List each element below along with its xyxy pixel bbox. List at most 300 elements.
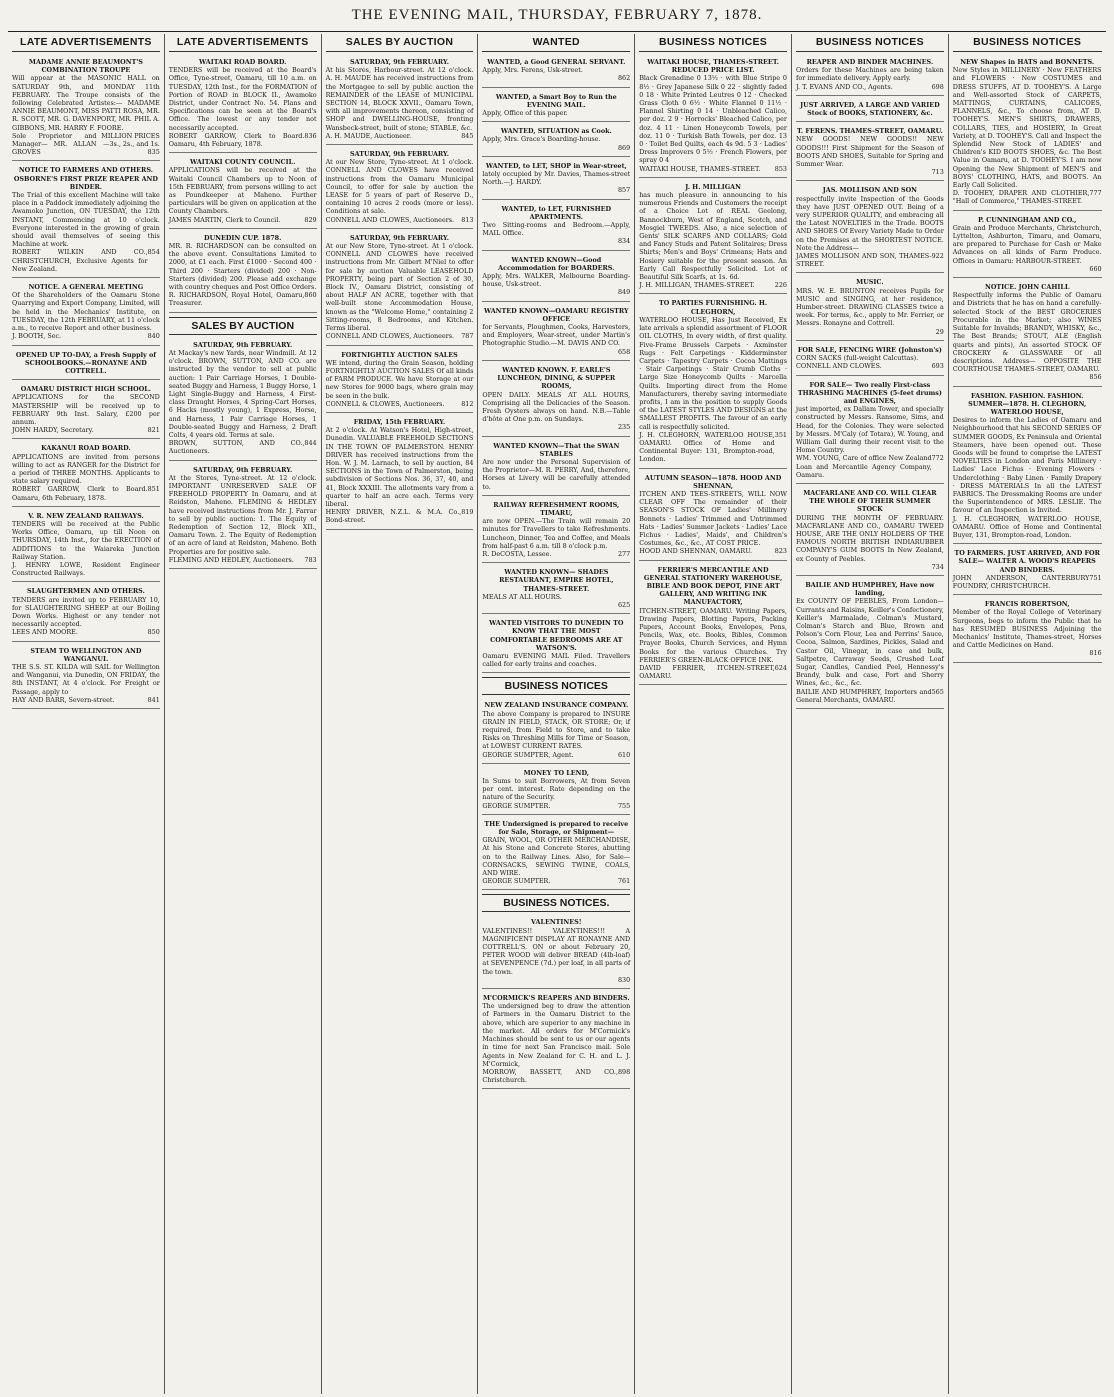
ad-signature: J. BOOTH, Sec. xyxy=(12,332,62,341)
ad-reference: 698 xyxy=(931,82,944,91)
ad-reference: 898 xyxy=(617,1067,631,1076)
ad-reference: 761 xyxy=(617,877,631,886)
advertisement xyxy=(953,390,1102,545)
ad-footer xyxy=(639,165,787,173)
ad-reference: 857 xyxy=(617,186,631,195)
ad-title: VALENTINES! xyxy=(531,918,582,927)
ad-signature: MORROW, BASSETT, AND CO., Christchurch. xyxy=(482,1067,618,1085)
ad-reference: 660 xyxy=(1089,264,1102,273)
ad-title: WANTED, to LET, SHOP in Wear-street, xyxy=(485,161,627,170)
ad-signature: JOHN ANDERSON, CANTERBURY FOUNDRY, CHRISTCHURCH. xyxy=(952,573,1090,590)
ad-title: WANTED KNOWN. F. EARLE'S LUNCHEON, DINING, & SUPPER ROOMS, xyxy=(497,365,616,391)
newspaper-column xyxy=(792,34,949,1394)
newspaper-column xyxy=(8,34,165,1394)
ad-body: At his Stores, Harbour-street. At 12 o'clock. A. H. MAUDE has received instructions from the Mortgagee to sell by public auction the REMAINDER of the LEASE of MUNICIPAL SECTION 14, BLOCK XXVII., Oamaru Town, with all improvements thereon, consisting of SHOP and DWELLING-HOUSE, fronting Wansbeck-street, built of stone; STABLE, &c. xyxy=(325,66,474,132)
advertisement xyxy=(326,56,474,145)
column-heading: LATE ADVERTISEMENTS xyxy=(12,34,160,52)
advertisement xyxy=(482,440,630,496)
ad-signature: DAVID FERRIER, ITCHEN-STREET, OAMARU. xyxy=(639,664,775,681)
ad-body: Desires to inform the Ladies of Oamaru and Neighbourhood that his SECOND SERIES OF SUMMER GOODS, Ex Peninsula and Oriental Steamers, have been opened out. These Goods will be found to comprise the LATEST NOVELTIES in London and Paris Millinery · Ladies' Lace Fichus · Evening Flowers · Underclothing · Baby Linen · Family Drapery · DRESS MATERIALS In all the LATEST FABRICS. The Dressmaking Rooms are under the Superintendence of MRS. LESLIE. The favour of an Inspection is Invited. xyxy=(952,416,1102,515)
ad-footer xyxy=(12,696,160,704)
ad-footer xyxy=(796,362,944,370)
ad-body: MEALS AT ALL HOURS. xyxy=(482,592,562,601)
ad-signature: JOHN HARDY, Secretary. xyxy=(12,426,94,435)
ad-body: Apply, Mrs. Grace's Boarding-house. xyxy=(482,135,601,144)
ad-body: In Sums to suit Borrowers, At from Seven per cent. interest. Rate depending on the nature of the Security. xyxy=(482,777,631,802)
ad-body: MRS. W. E. BRUNTON receives Pupils for MUSIC and SINGING, at her residence, Humber-street. DRAWING CLASSES twice a week. For terms, &c., apply to Mr. Ferrier, or Messrs. Ronayne and Cottrell. xyxy=(795,286,944,328)
ad-reference: 755 xyxy=(617,801,631,810)
ad-title: JUST ARRIVED, A LARGE AND VARIED Stock of BOOKS, STATIONERY, &c. xyxy=(800,100,940,118)
advertisement xyxy=(482,91,630,123)
ad-body: OPEN DAILY. MEALS AT ALL HOURS, Comprising all the Delicacies of the Season. Fresh Oysters always on hand. N.B.—Table d'hôte at One p.m. on Sundays. xyxy=(482,390,631,424)
column-heading: BUSINESS NOTICES xyxy=(953,34,1102,52)
ad-footer xyxy=(796,168,944,176)
ad-body: At our New Store, Tyne-street. At 1 o'clock. CONNELL AND CLOWES have received instructions from Mr. Gilbert M'Niel to offer for sale by auction Valuable LEASEHOLD PROPERTY, being part of Section 2 of 30, Block IV., Oamaru District, consisting of about HALF AN ACRE, together with that well-built stone Accommodation House, known as the "Welcome Home," containing 2 Sitting-rooms, 8 Bedrooms, and Kitchen. Terms liberal. xyxy=(325,242,474,333)
ad-reference: 772 xyxy=(931,454,944,463)
ad-footer xyxy=(796,252,944,268)
ad-reference: 658 xyxy=(617,347,631,356)
ad-body: Two Sitting-rooms and Bedroom.—Apply, MAIL Office. xyxy=(482,221,631,238)
ad-reference: 829 xyxy=(304,215,317,224)
ad-body: New Styles in MILLINERY · New FEATHERS and FLOWERS · New COSTUMES and DRESS STUFFS, AT D. TOOHEY'S. A Large and Well-assorted Stock of CARPETS, MATTINGS, CURTAINS, CALICOES, FLANNELS, &c., To choose from, AT D. TOOHEY'S. MEN'S SHIRTS, DRAWERS, COLLARS, TIES, and HOSIERY, In Great Variety, at D. TOOHEY'S. Call and Inspect the Splendid New Stock of LADIES' and Children's KID BOOTS SHOES, &c. The Best Value in Oamaru, at D. TOOHEY'S. I am now Opening the New Shipment of MEN'S and BOYS' CLOTHING, HATS, and BOOTS. An Early Call Solicited. xyxy=(952,66,1102,190)
ad-body: APPLICATIONS for the SECOND MASTERSHIP will be received up to FEBRUARY 9th Inst. Salary, £200 per annum. xyxy=(12,393,160,426)
advertisement xyxy=(12,281,160,345)
ad-footer xyxy=(482,288,630,296)
ad-signature: GEORGE SUMPTER, Agent. xyxy=(482,750,574,759)
ad-signature: ROBERT WILKIN AND CO., CHRISTCHURCH, Exclusive Agents for New Zealand. xyxy=(12,248,148,273)
ad-reference: MILLION PRICES—3s., 2s., and 1s. 835 xyxy=(101,131,160,157)
ad-reference: 277 xyxy=(617,549,631,558)
ad-body: TENDERS will be received at the Board's Office, Tyne-street, Oamaru, till 10 a.m. on TUESDAY, 12th Inst., for the FORMATION of Portion of ROAD in BLOCK II., Awamoko District, under Contract No. 54. Plans and Specifications can be seen at the Board's Office. The lowest or any tender not necessarily accepted. xyxy=(168,66,317,132)
ad-body: DURING THE MONTH OF FEBRUARY. MACFARLANE AND CO., OAMARU TWEED HOUSE, ARE THE ONLY HOLDERS OF THE FAMOUS NORTH BRITISH INDIARUBBER COMPANY'S GUM BOOTS In New Zealand, ex County of Peebles. xyxy=(795,513,944,563)
ad-body: NEW GOODS! NEW GOODS!! NEW GOODS!!! First Shipment for the Season of BOOTS AND SHOES, Suitable for Spring and Summer Wear. xyxy=(795,135,944,169)
ad-title: WANTED, a Smart Boy to Run the EVENING MAIL. xyxy=(495,92,617,109)
advertisement xyxy=(953,56,1102,211)
masthead: THE EVENING MAIL, THURSDAY, FEBRUARY 7, 1878. xyxy=(351,7,763,23)
ad-body: GRAIN, WOOL, OR OTHER MERCHANDISE, At his Stone and Concrete Stores, abutting on to the Railway Lines. Also, for Sale— CORNSACKS, SEWING TWINE, COALS, AND WIRE. xyxy=(482,836,631,878)
ad-signature: Sole Proprietor and Manager— MR. ALLAN GROVES xyxy=(12,131,97,157)
ad-title: OAMARU DISTRICT HIGH SCHOOL. xyxy=(20,385,152,394)
ad-signature: LEES AND MOORE. xyxy=(12,628,78,637)
advertisement xyxy=(796,125,944,181)
advertisement xyxy=(796,344,944,376)
ad-title: WANTED KNOWN—OAMARU REGISTRY OFFICE xyxy=(483,306,629,323)
ad-body: are now OPEN.—The Train will remain 20 minutes for Travellers to take Refreshments. Luncheon, Dinner, Tea and Coffee, and Meals from half-past 6 a.m. till 8 o'clock p.m. xyxy=(482,517,631,550)
ad-body: APPLICATIONS will be received at the Waitaki Council Chambers up to Noon of 15th FEBRUARY, from persons willing to act as Poundkeeper at Maheno. Further particulars will be given on application at the County Chambers. xyxy=(168,166,317,216)
ad-reference: 853 xyxy=(774,164,787,173)
ad-footer xyxy=(12,561,160,577)
ad-footer xyxy=(796,328,944,336)
newspaper-column xyxy=(322,34,479,1394)
ad-body: At the Stores, Tyne-street. At 12 o'clock. IMPORTANT UNRESERVED SALE OF FREEHOLD PROPERTY In Oamaru, and at Reidston, Maheno. FLEMING & HEDLEY have received instructions from Mr. J. Farrar to sell by public auction: 1. The Equity of Redemption of Section 12, Block XII., Oamaru Town. 2. The Equity of Redemption of an acre of land at Reidston, Maheno. Both Properties are for positive sale. xyxy=(168,473,317,556)
ad-footer xyxy=(326,132,474,140)
masthead-rule xyxy=(8,31,1106,32)
advertisement xyxy=(12,645,160,709)
ad-title: WANTED, SITUATION as Cook. xyxy=(500,127,612,136)
advertisement xyxy=(639,472,787,561)
ad-title: NOTICE. JOHN CAHILL xyxy=(985,283,1070,292)
ad-body: The Trial of this excellent Machine will take place in a Paddock immediately adjoining the Awamoko Junction, ON TUESDAY, the 12th INSTANT, Commencing at 10 o'clock. Everyone interested in the growing of grain should avail themselves of seeing this Machine at work. xyxy=(12,191,160,249)
ad-footer xyxy=(482,877,630,885)
ad-title: MONEY TO LEND, xyxy=(523,768,589,777)
ad-body: The undersigned beg to draw the attention of Farmers in the Oamaru District to the above, which are superior to any machine in the market. All orders for M'Cormick's Machines should be sent to us or our agents in time for next San Francisco mail. Sole Agents in New Zealand for C. H. and L. J. M'Cormick, xyxy=(482,1002,631,1068)
ad-reference: 816 xyxy=(1089,649,1102,658)
ad-signature: J. T. EVANS AND CO., Agents. xyxy=(795,82,893,91)
ad-signature: GEORGE SUMPTER. xyxy=(482,801,551,810)
column-heading: WANTED xyxy=(482,34,630,52)
ad-signature: ROBERT GARROW, Clerk to Board. Oamaru, 6th February, 1878. xyxy=(12,485,148,502)
ad-signature: JAMES MARTIN, Clerk to Council. xyxy=(168,215,281,224)
ad-footer xyxy=(482,550,630,558)
ad-title: SATURDAY, 9th FEBRUARY. xyxy=(193,465,293,474)
ad-reference: 834 xyxy=(617,237,631,246)
ad-title: FASHION. FASHION. FASHION. SUMMER—1878. H. CLEGHORN, WATERLOO HOUSE, xyxy=(968,391,1087,416)
ad-title: SATURDAY, 9th FEBRUARY. xyxy=(349,58,450,66)
ad-reference: 830 xyxy=(617,975,631,984)
ad-title: WANTED KNOWN—That the SWAN STABLES xyxy=(493,441,620,458)
ad-title: FORTNIGHTLY AUCTION SALES xyxy=(341,350,458,359)
ad-reference: 777 xyxy=(1089,189,1102,198)
ad-footer xyxy=(953,265,1102,273)
ad-signature: A. H. MAUDE, Auctioneer. xyxy=(325,131,412,140)
ad-footer xyxy=(639,547,787,555)
ad-footer xyxy=(482,237,630,245)
advertisement xyxy=(796,579,944,709)
ad-footer xyxy=(482,802,630,810)
ad-title: NOTICE TO FARMERS AND OTHERS. OSBORNE'S FIRST PRIZE REAPER AND BINDER. xyxy=(13,166,158,191)
ad-title: TO PARTIES FURNISHING. H. CLEGHORN, xyxy=(658,299,768,316)
ad-signature: WM. YOUNG, Care of office New Zealand Loan and Mercantile Agency Company, Oamaru. xyxy=(795,454,932,479)
ad-body: The above Company is prepared to INSURE GRAIN IN FIELD, STACK, OR STORE; Or, if required, from Field to Store, and to take Risks on Threshing Mills for Time or Season, at LOWEST CURRENT RATES. xyxy=(482,709,631,751)
ad-footer xyxy=(12,628,160,636)
ad-reference: 624 xyxy=(774,664,787,673)
ad-footer xyxy=(12,485,160,501)
ad-reference: 713 xyxy=(931,168,944,177)
ad-body: MR. R. RICHARDSON can be consulted on the above event. Consultations Limited to 2000, at £1 each. First £1000 · Second 400 · Third 200 · Starters (divided) 200 · Non-Starters (divided) 200. Please add exchange with country cheques and Post Office Orders. xyxy=(168,242,317,292)
ad-body: At our New Store, Tyne-street. At 1 o'clock. CONNELL AND CLOWES have received instructions from the Oamaru Municipal Council, to offer for sale by auction the LEASE for 5 years of part of Reserve D., containing 10 acres 2 roods (more or less). Conditions at sale. xyxy=(325,158,474,216)
ad-body: WE intend, during the Grain Season, holding FORTNIGHTLY AUCTION SALES Of all kinds of FARM PRODUCE. We have Storage at our new Stores for 9000 bags, where grain may be seen in the bulk. xyxy=(325,358,474,400)
ad-footer xyxy=(796,454,944,479)
advertisement xyxy=(12,585,160,641)
ad-reference: 565 xyxy=(931,687,944,696)
advertisement xyxy=(12,442,160,506)
ad-reference: 787 xyxy=(461,332,474,341)
advertisement xyxy=(326,232,474,346)
advertisement xyxy=(482,916,630,989)
ad-title: NOTICE. A GENERAL MEETING xyxy=(28,283,144,292)
column-heading: BUSINESS NOTICES xyxy=(639,34,787,52)
ad-reference: 610 xyxy=(617,750,631,759)
ad-body: ITCHEN AND TEES-STREETS, WILL NOW CLEAR OFF The remainder of their SEASON'S STOCK OF Ladies' Millinery Bonnets · Ladies' Trimmed and Untrimmed Hats · Ladies' Summer Jackets · Ladies' Lace Fichus · Ladies', Maids', and Children's Costumes, &c., &c., AT COST PRICE. xyxy=(639,489,787,548)
ad-title: TO FARMERS. JUST ARRIVED, AND FOR SALE— WALTER A. WOOD'S REAPERS AND BINDERS. xyxy=(954,549,1100,574)
ad-reference: 841 xyxy=(147,695,160,704)
ad-reference: 922 xyxy=(931,252,944,261)
ad-signature: WAITAKI HOUSE, THAMES-STREET. xyxy=(639,164,761,173)
advertisement xyxy=(12,383,160,439)
ad-signature: GEORGE SUMPTER. xyxy=(482,877,551,886)
ad-footer xyxy=(482,751,630,759)
ad-reference: 235 xyxy=(617,423,631,432)
ad-footer xyxy=(326,508,474,524)
advertisement xyxy=(953,281,1102,386)
advertisement xyxy=(482,699,630,763)
advertisement xyxy=(12,510,160,583)
ad-title: THE Undersigned is prepared to receive for Sale, Storage, or Shipment— xyxy=(484,819,629,837)
ad-title: FRIDAY, 15th FEBRUARY. xyxy=(353,417,446,426)
ad-title: J. H. MILLIGAN xyxy=(685,182,741,191)
ad-reference: 783 xyxy=(304,555,317,564)
advertisement xyxy=(12,164,160,278)
ad-footer xyxy=(12,248,160,273)
ad-body: ITCHEN-STREET, OAMARU. Writing Papers, Drawing Papers, Blotting Papers, Packing Papers, Account Books, Envelopes, Pens, Pencils, Wax, etc. Books, Bibles, Common Prayer Books, Church Services, and Hymn Books for the various Churches. Try FERRIER'S GREEN-BLACK OFFICE INK. xyxy=(639,606,787,664)
ad-reference: 813 xyxy=(461,215,474,224)
ad-footer xyxy=(169,132,317,148)
ad-reference: 869 xyxy=(617,143,631,152)
ad-body: Will appear at the MASONIC HALL on SATURDAY 9th, and MONDAY 11th FEBRUARY. The Troupe consists of the following Celebrated Artistes:— MADAME ANNIE BEAUMONT, MISS PATTI ROSA, MR. R. SCOTT, MR. G. DAVENPORT, MR. PHIL A. GIBBONS, MR. HARRY F. FOORE. xyxy=(12,74,160,132)
advertisement xyxy=(796,184,944,273)
ad-signature: HENRY DRIVER, N.Z.L. & M.A. Co., Bond-street. xyxy=(325,508,462,525)
ad-title: RAILWAY REFRESHMENT ROOMS, TIMARU, xyxy=(493,500,620,517)
ad-footer xyxy=(953,189,1102,205)
newspaper-column xyxy=(478,34,635,1394)
ad-title: WAITAKI ROAD BOARD. xyxy=(199,58,287,66)
ad-body: VALENTINES!! VALENTINES!!! A MAGNIFICENT DISPLAY AT RONAYNE AND COTTRELL'S. ON or about February 20, PETER WOOD will deliver BREAD (4lb-loaf) at SEVENPENCE (7d.) per loaf, in all parts of the town. xyxy=(482,926,631,976)
ad-title: SATURDAY, 9th FEBRUARY. xyxy=(193,340,293,349)
ad-reference: 819 xyxy=(461,508,474,517)
columns xyxy=(8,34,1106,1394)
ad-footer xyxy=(326,332,474,340)
advertisement xyxy=(796,487,944,576)
ad-body: Black Grenadine 0 13½ · with Blue Stripe 0 8½ · Grey Japanese Silk 0 22 · slightly faded 0 18 · White Printed Leutres 0 12 · Checked Grass Cloth 0 6½ · White Flannel 0 11½ · Flannel Shirting 0 14 · Unbleached Calico, per doz. 2 9 · Horrocks' Bleached Calico, per doz. 4 11 · Linen Honeycomb Towels, per doz. 11 0 · Turkish Bath Towels, per doz. 13 0 · Toilet Bed Quilts, each 4s 9d. 5 3 · Ladies' Dress Improvers 0 5½ · French Flowers, per spray 0 4 xyxy=(639,74,787,165)
ad-reference: 856 xyxy=(1089,373,1102,382)
ad-signature: CONNELL AND CLOWES, Auctioneers. xyxy=(325,215,455,224)
ad-title: JAS. MOLLISON AND SON xyxy=(822,186,918,195)
ad-title: T. FERENS. THAMES-STREET, OAMARU. xyxy=(796,127,943,136)
ad-footer xyxy=(482,348,630,356)
ad-body: Apply, Mrs. Ferens, Usk-street. xyxy=(482,66,583,75)
ad-signature: J. H. CLEGHORN, WATERLOO HOUSE, OAMARU. Office of Home and Continental Buyer, 131, Brompton-road, London. xyxy=(952,514,1102,539)
ad-title: V. R. NEW ZEALAND RAILWAYS. xyxy=(28,511,144,520)
ad-footer xyxy=(482,74,630,82)
ad-title: FOR SALE, FENCING WIRE (Johnston's) xyxy=(797,345,942,354)
ad-footer xyxy=(169,216,317,224)
ad-body: Member of the Royal College of Veterinary Surgeons, begs to inform the Public that he has RESUMED BUSINESS Adjoining the Mechanics' Institute, Thames-street, Horses and Cattle Medicines on Hand. xyxy=(952,608,1102,650)
ad-footer xyxy=(953,649,1102,657)
ad-footer xyxy=(482,423,630,431)
ad-footer xyxy=(953,574,1102,590)
ad-body: just imported, ex Dallam Tower, and specially constructed by Messrs. Ransome, Sims, and Head, for the Colonies. They were selected by Messrs. M'Caly (of Totara), W. Young, and William Gall during their recent visit to the Home Country. xyxy=(795,405,944,455)
ad-signature: CONNELL AND CLOWES. xyxy=(795,362,882,371)
ad-signature: HAY AND BARR, Severn-street. xyxy=(12,695,115,704)
advertisement xyxy=(482,992,630,1089)
ad-reference: 854 xyxy=(147,248,160,257)
ad-signature: HOOD AND SHENNAN, OAMARU. xyxy=(639,547,753,556)
ad-body: has much pleasure in announcing to his numerous Friends and Customers the receipt of a Choice Lot of REAL Geelong, Bannockburn, West of England, Scotch, and Mosgiel TWEEDS. Also, a nice selection of Gents' SILK SCARFS AND COLLARS; Gold and Fancy Studs and Patent Solitaires; Dress Shirts; Men's and Boys' Crimeans; Hats and Hosiery suitable for the present season. An Early Call Respectfully Solicited. Lot of Beautiful Silk Scarfs, at 1s. 6d. xyxy=(639,191,787,282)
ad-title: OPENED UP TO-DAY, a Fresh Supply of SCHOOLBOOKS.—RONAYNE AND COTTRELL. xyxy=(15,350,156,375)
ad-footer xyxy=(482,601,630,609)
ad-title: MUSIC. xyxy=(856,278,884,287)
advertisement xyxy=(482,56,630,88)
ad-title: FRANCIS ROBERTSON, xyxy=(984,600,1070,609)
ad-body: At Mackay's new Yards, near Windmill. At 12 o'clock. BROWN, SUTTON, AND CO. are instructed by the vendor to sell at public auction: 1 Pair Carriage Horses, 1 Double-seated Buggy and Harness, 1 Buggy Horse, 1 Light Single-Buggy and Harness, 4 First-class Draught Horses, 4 Spring-Cart Horses, 6 Hacks (mostly young), 1 Express, Horse, and Harness, 1 Pair Carriage Horses, 1 Double-seated Buggy and Harness, 2 Draft Colts, 4 years old. Terms at sale. xyxy=(168,348,317,439)
advertisement xyxy=(12,56,160,161)
ad-title: NEW ZEALAND INSURANCE COMPANY. xyxy=(484,701,629,710)
ad-signature: FLEMING AND HEDLEY, Auctioneers. xyxy=(168,555,294,564)
advertisement xyxy=(796,99,944,122)
ad-body: Ex COUNTY OF PEEBLES, From London— Currants and Raisins, Keiller's Confectionery, Keiller's Marmalade, Colman's Mustard, Colman's Starch and Blue, Brown and Polson's Corn Flour, Lea and Perrins' Sauce, Cocoa, Salmon, Sardines, Pickles, Salad and Castor Oil, Vinegar, in case and bulk, Saltpetre, Carraway Seeds, Crushed Loaf Sugar, Candles, Candied Peel, Hennessy's Brandy, bulk and case, Port and Sherry Wines, &c., &c., &c. xyxy=(795,597,944,688)
ad-title: MADAME ANNIE BEAUMONT'S COMBINATION TROUPE xyxy=(28,58,143,75)
ad-reference: 812 xyxy=(461,399,474,408)
ad-reference: 844 xyxy=(304,439,317,448)
ad-footer xyxy=(169,291,317,307)
ad-reference: 860 xyxy=(304,291,317,300)
ad-body: Of the Shareholders of the Oamaru Stone Quarrying and Export Company, Limited, will be held in the Mechanics' Institute, on TUESDAY, the 12th FEBRUARY, at 11 o'clock a.m., to receive Report and other business. xyxy=(12,291,160,333)
ad-footer xyxy=(639,664,787,680)
ad-footer xyxy=(12,332,160,340)
advertisement xyxy=(482,617,630,673)
advertisement xyxy=(482,364,630,437)
advertisement xyxy=(482,160,630,200)
ad-title: SATURDAY, 9th FEBRUARY. xyxy=(349,150,450,159)
ad-title: WAITAKI COUNTY COUNCIL. xyxy=(190,158,296,167)
ad-footer xyxy=(326,400,474,408)
ad-title: M'CORMICK'S REAPERS AND BINDERS. xyxy=(482,994,630,1003)
ad-reference: 29 xyxy=(935,327,944,336)
ad-reference: 840 xyxy=(147,332,160,341)
advertisement xyxy=(482,203,630,251)
ad-reference: 821 xyxy=(147,426,160,435)
advertisement xyxy=(639,297,787,468)
ad-body: lately occupied by Mr. Davies, Thames-street North.—J. HARDY. xyxy=(482,170,631,187)
advertisement xyxy=(796,379,944,484)
advertisement xyxy=(326,349,474,413)
ad-signature: J. H. CLEGHORN, WATERLOO HOUSE, OAMARU. Office of Home and Continental Buyer: 131, Brompton-road, London. xyxy=(639,430,775,464)
ad-title: WANTED KNOWN—Good Accommodation for BOARDERS. xyxy=(498,255,615,272)
ad-body: THE S.S. ST. KILDA will SAIL for Wellington and Wanganui, via Dunedin, ON FRIDAY, the 8th INSTANT, At 4 o'clock. For Freight or Passage, apply to xyxy=(12,663,160,696)
advertisement xyxy=(482,305,630,361)
ad-reference: 849 xyxy=(617,288,631,297)
ad-footer xyxy=(953,515,1102,540)
advertisement xyxy=(482,767,630,815)
ad-body: Grain and Produce Merchants, Christchurch, Lyttelton, Ashburton, Timaru, and Oamaru, are prepared to Purchase for Cash or Make Advances on all kinds of Farm Produce. Offices in Oamaru: HARBOUR-STREET. xyxy=(952,223,1102,265)
ad-body: TENDERS are invited up to FEBRUARY 10, for SLAUGHTERING SHEEP at our Boiling Down Works. Highest or any tender not necessarily accepted. xyxy=(12,595,160,629)
advertisement xyxy=(796,276,944,340)
ad-footer xyxy=(482,1068,630,1084)
ad-footer xyxy=(639,281,787,289)
advertisement xyxy=(639,56,787,178)
advertisement xyxy=(12,349,160,381)
ad-reference: 851 xyxy=(147,485,160,494)
advertisement xyxy=(482,125,630,157)
ad-title: WANTED, a Good GENERAL SERVANT. xyxy=(487,58,626,66)
ad-footer xyxy=(482,976,630,984)
advertisement xyxy=(482,566,630,614)
column-heading: SALES BY AUCTION xyxy=(326,34,474,52)
advertisement xyxy=(639,564,787,686)
ad-signature: D. TOOHEY, DRAPER AND CLOTHIER, "Hall of Commerce," THAMES-STREET. xyxy=(952,189,1090,206)
ad-reference: 625 xyxy=(617,600,631,609)
ad-title: AUTUMN SEASON—1878. HOOD AND SHENNAN, xyxy=(644,473,782,490)
ad-signature: CONNELL AND CLOWES, Auctioneers. xyxy=(325,332,455,341)
column-heading: BUSINESS NOTICES xyxy=(796,34,944,52)
ad-reference: 734 xyxy=(931,562,944,571)
ad-title: WAITAKI HOUSE, THAMES-STREET. REDUCED PRICE LIST. xyxy=(647,58,779,75)
ad-body: Are now under the Personal Supervision of the Proprietor—M. R. PERRY, And, therefore, Horses at Livery will be carefully attended to. xyxy=(482,457,631,491)
ad-title: MACFARLANE AND CO. WILL CLEAR THE WHOLE OF THEIR SUMMER STOCK xyxy=(803,488,937,514)
ad-reference: 836 xyxy=(304,131,317,140)
ad-title: WANTED KNOWN— SHADES RESTAURANT, EMPIRE HOTEL, THAMES-STREET. xyxy=(499,568,614,593)
ad-reference: 226 xyxy=(774,281,787,290)
advertisement xyxy=(953,214,1102,278)
advertisement xyxy=(326,148,474,229)
ad-title: KAKANUI ROAD BOARD. xyxy=(41,444,131,453)
ad-signature: BAILIE AND HUMPHREY, Importers and General Merchants, OAMARU. xyxy=(795,687,932,704)
advertisement xyxy=(169,464,317,569)
newspaper-column xyxy=(635,34,792,1394)
ad-footer xyxy=(12,426,160,434)
ad-footer xyxy=(639,431,787,464)
advertisement xyxy=(796,56,944,96)
ad-title: WANTED VISITORS TO DUNEDIN TO KNOW THAT THE MOST COMFORTABLE BEDROOMS ARE AT WATSON'S. xyxy=(489,619,624,652)
ad-title: FERRIER'S MERCANTILE AND GENERAL STATIONERY WAREHOUSE, BIBLE AND BOOK DEPOT, FINE ART GALLERY, AND WRITING INK MANUFACTORY, xyxy=(643,565,783,607)
advertisement xyxy=(169,156,317,229)
ad-title: SLAUGHTERMEN AND OTHERS. xyxy=(26,587,145,596)
ad-body: Apply, Mrs. WALKER, Melbourne Boarding-house, Usk-street. xyxy=(482,272,631,289)
ad-footer xyxy=(482,186,630,194)
ad-signature: R. DeCOSTA, Lessee. xyxy=(482,549,552,558)
ad-footer xyxy=(796,688,944,704)
ad-body: At 2 o'clock. At Watson's Hotel, High-street, Dunedin. VALUABLE FREEHOLD SECTIONS IN THE TOWN OF PALMERSTON. HENRY DRIVER has received instructions from the Hon. W. J. M. Larnach, to sell by auction, 84 SECTIONS in the Town of Palmerston, being subdivision of Sections Nos. 36, 37, 40, and 41, Block XXXIII. The allotments vary from a quarter to half an acre each. Terms very liberal. xyxy=(325,426,474,508)
ad-reference: 751 xyxy=(1089,573,1102,582)
ad-footer xyxy=(169,439,317,455)
ad-body: Respectfully informs the Public of Oamaru and Districts that he has on hand a carefully-selected Stock of the BEST GROCERIES Procurable in the Market; also WINES Suitable for Invalids; BRANDY, WHISKY, &c., The Best Brands; STOUT, ALE (English quarts and pints), An assorted STOCK OF CROCKERY & GLASSWARE Of all descriptions. Address— OPPOSITE THE COURTHOUSE THAMES-STREET, OAMARU. xyxy=(952,291,1102,374)
ad-title: REAPER AND BINDER MACHINES. xyxy=(806,58,934,66)
ad-title: P. CUNNINGHAM AND CO., xyxy=(977,215,1077,224)
ad-body: Apply, Office of this paper. xyxy=(482,109,568,118)
ad-signature: BROWN, SUTTON, AND CO., Auctioneers. xyxy=(168,439,305,456)
ad-title: WANTED, to LET, FURNISHED APARTMENTS. xyxy=(501,204,612,221)
ad-reference: 845 xyxy=(461,131,474,140)
ad-footer xyxy=(326,216,474,224)
section-heading: BUSINESS NOTICES xyxy=(482,677,630,695)
ad-signature: J. H. MILLIGAN, THAMES-STREET. xyxy=(639,281,755,290)
ad-body: respectfully invite Inspection of the Goods they have JUST OPENED OUT. Being of a very SUPERIOR QUALITY, and embracing all the Latest NOVELTIES in the Trade. BOOTS AND SHOES Of Every Variety Made to Order on the Premises at the SHORTEST NOTICE. Note the Address— xyxy=(795,194,944,252)
ad-body: TENDERS will be received at the Public Works Office, Oamaru, up till Noon on THURSDAY, 14th Inst., for the ERECTION of ADDITIONS to the Waiareka Junction Railway Station. xyxy=(12,519,160,561)
ad-title: BAILIE AND HUMPHREY, Have now landing, xyxy=(805,580,935,598)
ad-title: NEW Shapes in HATS and BONNETS. xyxy=(960,58,1095,66)
ad-footer xyxy=(796,563,944,571)
advertisement xyxy=(169,232,317,313)
ad-reference: 850 xyxy=(147,628,160,637)
ad-signature: JAMES MOLLISON AND SON, THAMES-STREET. xyxy=(795,252,932,269)
ad-reference: 823 xyxy=(774,547,787,556)
advertisement xyxy=(639,181,787,295)
advertisement xyxy=(482,254,630,302)
ad-signature: J. HENRY LOWE, Resident Engineer Constructed Railways. xyxy=(12,560,160,578)
ad-signature: ROBERT GARROW, Clerk to Board. Oamaru, 4th February, 1878. xyxy=(168,131,305,149)
ad-reference: 351 xyxy=(774,430,787,439)
ad-signature: R. RICHARDSON, Royal Hotel, Oamaru, Treasurer. xyxy=(168,291,305,308)
ad-reference: 862 xyxy=(617,74,631,83)
ad-title: SATURDAY, 9th FEBRUARY. xyxy=(349,233,450,242)
advertisement xyxy=(326,416,474,530)
column-heading: LATE ADVERTISEMENTS xyxy=(169,34,317,52)
advertisement xyxy=(482,818,630,891)
ad-footer xyxy=(796,83,944,91)
ad-title: FOR SALE— Two really First-class THRASHING MACHINES (5-feet drums) and ENGINES, xyxy=(797,380,942,405)
ad-footer xyxy=(169,556,317,564)
ad-title: DUNEDIN CUP. 1878. xyxy=(204,233,282,242)
